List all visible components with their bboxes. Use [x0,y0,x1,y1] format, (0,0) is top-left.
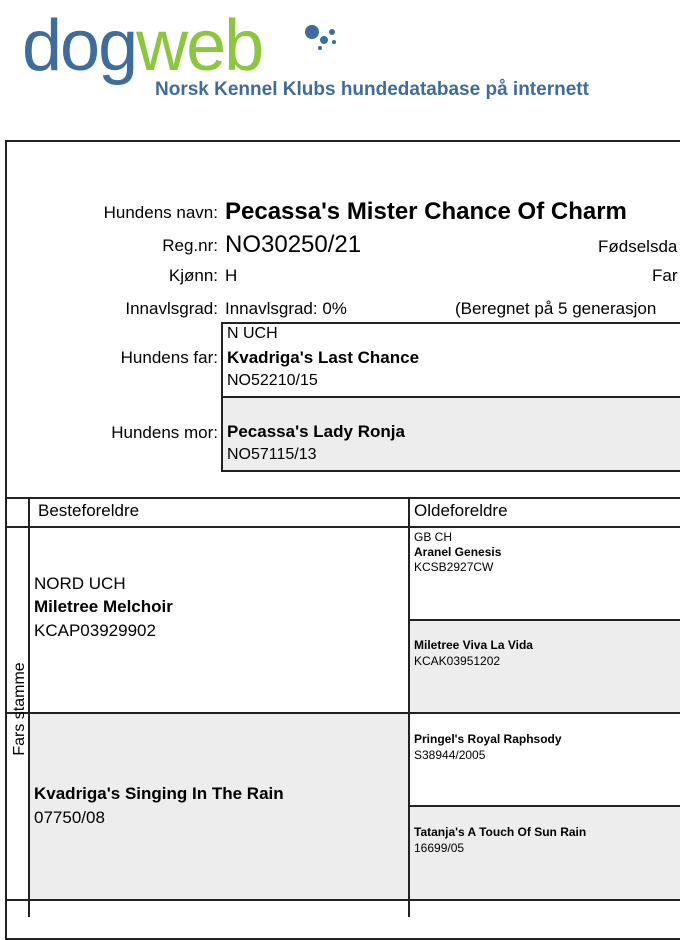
father-name[interactable]: Kvadriga's Last Chance [227,348,420,367]
father-title: N UCH [227,325,278,342]
mother-label: Hundens mor: [111,423,218,442]
tagline: Norsk Kennel Klubs hundedatabase på internett [155,79,589,100]
logo-web-text: web [136,6,263,86]
ggp2-regnr: KCAK03951202 [414,654,501,668]
gp1-name[interactable]: Miletree Melchoir [34,597,173,616]
sex-value: H [225,266,238,285]
ggp4-regnr: 16699/05 [414,841,465,855]
birth-date-label: Fødselsda [598,237,678,256]
gp1-regnr: KCAP03929902 [34,621,156,640]
ggp-divider-3 [410,805,680,807]
sex-label: Kjønn: [168,266,218,285]
ggp1-regnr: KCSB2927CW [414,560,494,574]
logo-dog-text: dog [22,6,137,86]
gp-divider [5,712,680,714]
ggp3-name[interactable]: Pringel's Royal Raphsody [414,732,562,746]
mother-name[interactable]: Pecassa's Lady Ronja [227,422,405,441]
color-label: Far [652,266,678,285]
regnr-value: NO30250/21 [225,231,362,258]
fars-stamme-label: Fars stamme [11,662,28,756]
ggp3-regnr: S38944/2005 [414,748,486,762]
father-label: Hundens far: [120,348,218,367]
inbreeding-note: (Beregnet på 5 generasjon [455,299,657,318]
grandparent-2-bg [30,713,409,900]
pedigree-top-line [5,497,680,499]
dog-name-label: Hundens navn: [103,203,218,222]
ggp1-title: GB CH [414,530,453,544]
inbreeding-value: Innavlsgrad: 0% [225,299,347,318]
mother-regnr: NO57115/13 [227,446,317,463]
ggp2-name[interactable]: Miletree Viva La Vida [414,638,533,652]
ggp1-name[interactable]: Aranel Genesis [414,545,502,559]
grandparent-column-line [408,497,410,917]
ggp-divider-1 [410,619,680,621]
ggp4-name[interactable]: Tatanja's A Touch Of Sun Rain [414,825,587,839]
regnr-label: Reg.nr: [162,236,218,255]
inbreeding-label: Innavlsgrad: [125,299,218,318]
father-regnr: NO52210/15 [227,372,318,389]
gp2-regnr: 07750/08 [34,808,105,827]
col-greatgrandparents: Oldeforeldre [414,501,508,520]
gp1-title: NORD UCH [34,574,126,593]
col-grandparents: Besteforeldre [38,501,140,520]
gp2-name[interactable]: Kvadriga's Singing In The Rain [34,784,284,803]
dogweb-logo[interactable] [22,6,262,86]
logo-dots-icon [300,22,340,52]
dog-name: Pecassa's Mister Chance Of Charm [225,198,627,225]
pedigree-bottom-line [5,899,680,901]
pedigree-header-line [5,526,680,528]
